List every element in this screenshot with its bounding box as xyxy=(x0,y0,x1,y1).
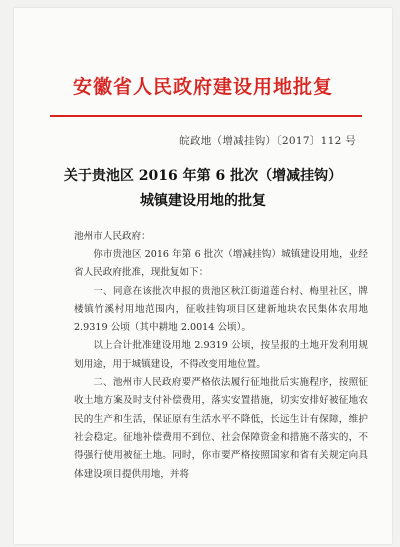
salutation: 池州市人民政府： xyxy=(74,231,151,242)
document-title-line-1: 关于贵池区 2016 年第 6 批次（增减挂钩） xyxy=(63,168,343,184)
letterhead-title: 安徽省人民政府建设用地批复 xyxy=(72,76,333,98)
document-number: 皖政地（增减挂钩）〔2017〕112 号 xyxy=(179,135,356,147)
letterhead-rule xyxy=(50,115,362,117)
body-text xyxy=(74,246,368,484)
paragraph-total: 以上合计批准建设用地 2.9319 公顷，按呈报的土地开发利用规划用途，用于城镇建设，不得改变用地位置。 xyxy=(74,340,368,370)
paragraph-intro: 你市贵池区 2016 年第 6 批次（增减挂钩）城镇建设用地，业经省人民政府批准，现批复如下： xyxy=(74,249,368,279)
paragraph-item-2: 二、池州市人民政府要严格依法履行征地批后实施程序，按照征收土地方案及时支付补偿费用，落实安置措施，切实安排好被征地农民的生产和生活，保证原有生活水平不降低，长远生计有保障，维护社会稳定。征地补偿费用不到位、社会保障资金和措施不落实的，不得强行使用被征土地。同时，你市要严格按照国家和省有关规定向具体建设项目提供用地，并将 xyxy=(74,377,368,480)
document-page xyxy=(14,8,392,544)
paragraph-item-1: 一、同意在该批次申报的贵池区秋江街道莲台村、梅里社区，牌楼镇竹溪村用地范围内，征收挂钩项目区建新地块农民集体农用地 2.9319 公顷（其中耕地 2.0014 公顷）。 xyxy=(74,285,368,334)
document-title-line-2: 城镇建设用地的批复 xyxy=(140,193,266,209)
